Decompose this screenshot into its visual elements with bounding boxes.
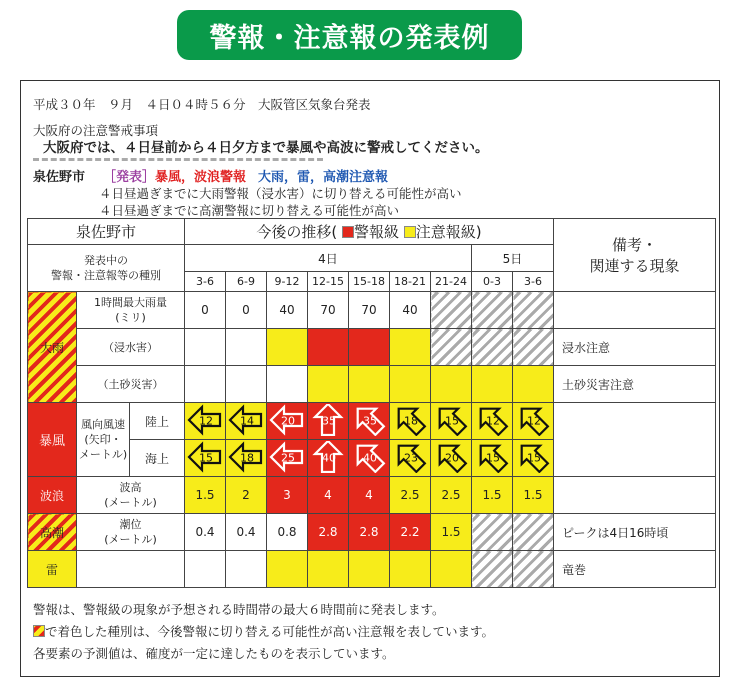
forecast-cell: 0.8 [267,514,308,551]
remark-cell: 土砂災害注意 [554,366,716,403]
forecast-cell: 40 [390,292,431,329]
wind-arrow-icon [269,404,305,436]
day-5: 5日 [472,245,554,272]
time-slot: 12-15 [308,272,349,292]
category-cell: 大雨 [28,292,77,403]
wind-arrow-icon [392,404,428,436]
footer-line-2-text: で着色した種別は、今後警報に切り替える可能性が高い注意報を表しています。 [45,624,495,639]
wind-arrow-icon [228,441,264,473]
legend-advisory: 注意報級) [415,223,482,241]
forecast-cell [513,551,554,588]
forecast-cell [267,403,308,440]
forecast-cell [226,440,267,477]
forecast-cell: 4 [349,477,390,514]
row-label-main: 潮位 [119,518,142,531]
forecast-cell: 0.4 [185,514,226,551]
forecast-cell [308,329,349,366]
row-label-sub: (矢印・ [84,433,122,446]
footer-line-3: 各要素の予測値は、確度が一定に達したものを表示しています。 [33,646,395,661]
forecast-cell [472,551,513,588]
row-label [77,329,185,366]
forecast-cell: 2 [226,477,267,514]
table-row [28,551,716,588]
forecast-cell [226,403,267,440]
row-label [77,292,185,329]
forecast-cell [349,440,390,477]
category-cell: 波浪 [28,477,77,514]
table-row [28,329,716,366]
forecast-cell: 2.5 [390,477,431,514]
row-label [77,514,185,551]
row-label [77,403,130,477]
forecast-cell: 70 [308,292,349,329]
footer-line-2 [33,622,494,640]
forecast-cell [431,329,472,366]
legend-warning: 警報級 [353,223,399,241]
wind-arrow-icon [392,441,428,473]
time-slot: 6-9 [226,272,267,292]
table-row [28,514,716,551]
wind-arrow-icon [474,441,510,473]
forecast-cell [513,329,554,366]
city-status [33,166,388,185]
forecast-cell [308,366,349,403]
wind-speed: 35 [363,414,377,427]
table-row [28,403,716,440]
forecast-cell: 4 [308,477,349,514]
forecast-cell: 1.5 [472,477,513,514]
wind-arrow-icon [228,404,264,436]
notice-heading: 大阪府の注意警戒事項 [33,123,159,138]
wind-speed: 20 [445,451,459,464]
wind-speed: 18 [240,451,254,464]
wind-speed: 40 [363,451,377,464]
wind-speed: 12 [486,414,500,427]
forecast-cell [349,366,390,403]
footer-line-1: 警報は、警報級の現象が予想される時間帯の最大６時間前に発表します。 [33,602,445,617]
wind-arrow-icon [310,404,346,436]
forecast-cell [390,551,431,588]
row-label-main: 1時間最大雨量 [94,296,167,309]
forecast-cell: 2.8 [308,514,349,551]
forecast-cell [226,551,267,588]
day-4: 4日 [185,245,472,272]
forecast-cell [513,440,554,477]
forecast-cell [308,440,349,477]
forecast-cell [267,329,308,366]
kind-header-1: 発表中の [84,254,128,267]
forecast-cell: 1.5 [431,514,472,551]
forecast-cell [185,551,226,588]
forecast-cell: 2.2 [390,514,431,551]
forecast-cell [431,440,472,477]
forecast-cell: 0.4 [226,514,267,551]
wind-speed: 15 [486,451,500,464]
forecast-cell [513,514,554,551]
wind-speed: 18 [404,414,418,427]
row-label [77,551,185,588]
forecast-cell [472,292,513,329]
row-label [77,477,185,514]
city-name: 泉佐野市 [33,170,86,185]
row-label-label: 風向風速 [81,418,125,431]
forecast-cell [267,551,308,588]
time-slot: 21-24 [431,272,472,292]
row-label-sub2: メートル) [78,448,128,461]
forecast-cell [267,366,308,403]
wind-speed: 35 [322,414,336,427]
remark-cell [554,403,716,477]
row-label-sub: (ミリ) [115,311,146,324]
row-label-sub: (メートル) [104,496,157,509]
advisory-swatch [404,226,416,238]
forecast-cell: 2.8 [349,514,390,551]
forecast-cell [472,440,513,477]
wind-arrow-icon [515,441,551,473]
row-label-main: （土砂災害） [97,377,164,391]
remark-cell: 浸水注意 [554,329,716,366]
forecast-cell: 70 [349,292,390,329]
forecast-cell [267,440,308,477]
forecast-cell [431,366,472,403]
wind-speed: 12 [527,414,541,427]
kind-header-2: 警報・注意報等の種別 [51,269,161,282]
warning-bulletin [20,80,720,677]
forecast-cell [185,403,226,440]
wind-land-label: 陸上 [130,403,185,440]
wind-arrow-icon [474,404,510,436]
table-row [28,292,716,329]
wind-speed: 12 [199,414,213,427]
time-slot: 15-18 [349,272,390,292]
striped-swatch [33,625,45,637]
time-slot: 3-6 [513,272,554,292]
category-cell: 暴風 [28,403,77,477]
forecast-cell: 1.5 [185,477,226,514]
table-city: 泉佐野市 [28,219,185,245]
remark-cell: 竜巻 [554,551,716,588]
wind-arrow-icon [187,441,223,473]
page-title: 警報・注意報の発表例 [177,10,522,60]
wind-speed: 40 [322,451,336,464]
forecast-cell: 2.5 [431,477,472,514]
wind-speed: 23 [404,451,418,464]
wind-speed: 15 [445,414,459,427]
wind-arrow-icon [433,441,469,473]
wind-arrow-icon [433,404,469,436]
note-1: ４日昼過ぎまでに大雨警報（浸水害）に切り替える可能性が高い [99,186,462,201]
remarks-header [554,219,716,292]
forecast-cell [472,366,513,403]
row-label-main: 波高 [119,481,142,494]
forecast-cell: 40 [267,292,308,329]
note-2: ４日昼過ぎまでに高潮警報に切り替える可能性が高い [99,203,400,218]
forecast-cell [513,292,554,329]
trend-label: 今後の推移( [256,223,338,241]
wind-arrow-icon [351,441,387,473]
wind-speed: 14 [240,414,254,427]
forecast-cell: 3 [267,477,308,514]
wind-arrow-icon [310,441,346,473]
divider [33,158,323,161]
forecast-cell [390,366,431,403]
table-row [28,477,716,514]
issued-line: 平成３０年 ９月 ４日０４時５６分 大阪管区気象台発表 [33,97,371,112]
wind-speed: 15 [199,451,213,464]
forecast-cell [185,329,226,366]
wind-speed: 20 [281,414,295,427]
forecast-cell [349,329,390,366]
notice-body: 大阪府では、４日昼前から４日夕方まで暴風や高波に警戒してください。 [43,140,489,156]
forecast-cell [226,329,267,366]
wind-arrow-icon [187,404,223,436]
forecast-cell [349,403,390,440]
forecast-cell: 0 [185,292,226,329]
forecast-cell [513,403,554,440]
forecast-cell [431,551,472,588]
remark-cell: ピークは4日16時頃 [554,514,716,551]
warnings: 暴風，波浪警報 [155,170,247,185]
forecast-cell [431,292,472,329]
forecast-cell [472,403,513,440]
forecast-cell: 0 [226,292,267,329]
forecast-cell [390,440,431,477]
row-label-sub: (メートル) [104,533,157,546]
forecast-cell: 1.5 [513,477,554,514]
wind-sea-label: 海上 [130,440,185,477]
row-label [77,366,185,403]
remarks-header-2: 関連する現象 [589,257,680,275]
forecast-cell [472,329,513,366]
warning-swatch [342,226,354,238]
forecast-cell [308,403,349,440]
forecast-cell [226,366,267,403]
wind-speed: 25 [281,451,295,464]
forecast-cell [472,514,513,551]
wind-arrow-icon [269,441,305,473]
time-slot: 9-12 [267,272,308,292]
advisories: 大雨，雷，高潮注意報 [258,170,389,185]
kind-header [28,245,185,292]
remark-cell [554,292,716,329]
forecast-table [27,218,716,588]
row-label-main: （浸水害） [103,340,158,354]
forecast-cell [308,551,349,588]
category-cell: 雷 [28,551,77,588]
remarks-header-1: 備考・ [611,236,657,254]
forecast-cell [185,440,226,477]
time-slot: 0-3 [472,272,513,292]
forecast-cell [185,366,226,403]
forecast-cell [390,403,431,440]
time-slot: 3-6 [185,272,226,292]
remark-cell [554,477,716,514]
trend-header [185,219,554,245]
time-slot: 18-21 [390,272,431,292]
wind-arrow-icon [351,404,387,436]
table-row [28,366,716,403]
wind-speed: 15 [527,451,541,464]
forecast-cell [431,403,472,440]
forecast-cell [390,329,431,366]
forecast-cell [349,551,390,588]
forecast-cell [513,366,554,403]
category-cell: 高潮 [28,514,77,551]
wind-arrow-icon [515,404,551,436]
issued-tag: ［発表］ [103,170,156,185]
